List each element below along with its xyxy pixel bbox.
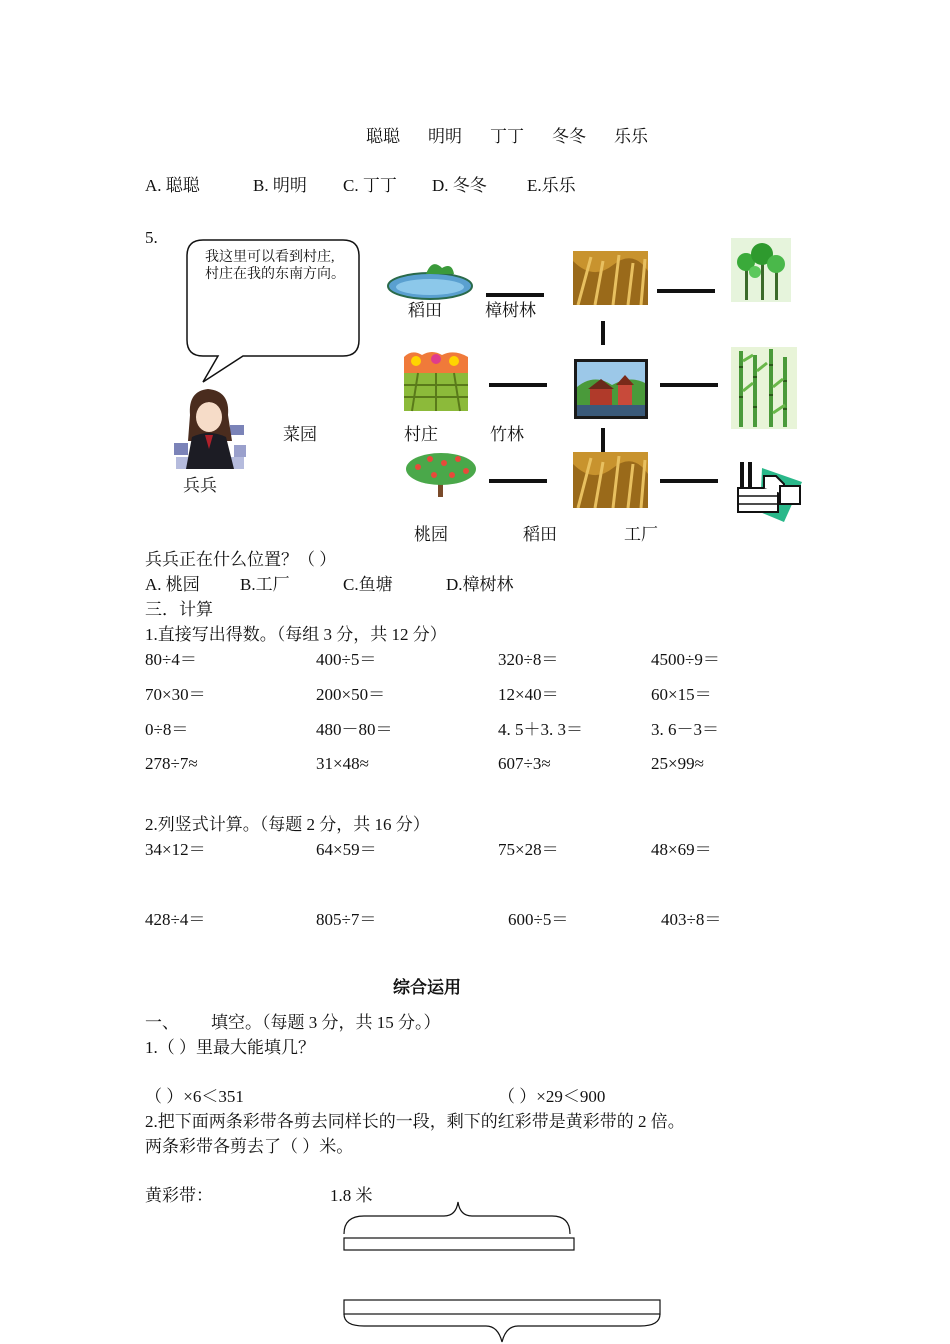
label-camphor: 樟树林 (485, 301, 536, 320)
bamboo-icon (731, 347, 797, 429)
village-icon (574, 359, 648, 419)
q4-option-a: A. 聪聪 (145, 176, 200, 195)
red-ribbon-brace (340, 1296, 665, 1344)
q4-option-b: B. 明明 (253, 176, 307, 195)
yellow-ribbon-brace (340, 1198, 580, 1254)
calc2-item: 403÷8＝ (661, 910, 722, 929)
factory-icon (736, 458, 806, 522)
name-3: 丁丁 (490, 127, 524, 146)
fill-q1-a: （ ）×6＜351 (145, 1087, 244, 1106)
vegetable-garden-icon (402, 349, 470, 413)
calc2-item: 805÷7＝ (316, 910, 377, 929)
yellow-ribbon-label: 黄彩带： (145, 1186, 213, 1205)
q4-option-d: D. 冬冬 (432, 176, 487, 195)
q5-number: 5. (145, 228, 158, 247)
connector-line (486, 293, 544, 297)
calc1-item: 278÷7≈ (145, 754, 198, 773)
camphor-forest-icon (731, 238, 791, 302)
connector-line (489, 479, 547, 483)
calc1-item: 320÷8＝ (498, 650, 559, 669)
q5-option-c: C.鱼塘 (343, 575, 393, 594)
fill-q1: 1.（ ）里最大能填几？ (145, 1038, 315, 1057)
label-paddy-1: 稻田 (408, 301, 442, 320)
paddy-field-icon (573, 251, 648, 305)
calc1-item: 480－80＝ (316, 720, 393, 739)
label-peach: 桃园 (414, 525, 448, 544)
connector-line (660, 479, 718, 483)
calc1-item: 25×99≈ (651, 754, 704, 773)
person-icon (172, 385, 247, 470)
name-2: 明明 (428, 127, 462, 146)
name-5: 乐乐 (614, 127, 648, 146)
q5-question: 兵兵正在什么位置？（ ） (145, 550, 337, 569)
calc1-item: 12×40＝ (498, 685, 559, 704)
calc1-item: 3. 6－3＝ (651, 720, 719, 739)
fill-title-number: 一、 (145, 1013, 179, 1032)
calc2-item: 64×59＝ (316, 840, 377, 859)
calc1-item: 607÷3≈ (498, 754, 551, 773)
label-paddy-2: 稻田 (523, 525, 557, 544)
label-bingbing: 兵兵 (183, 476, 217, 495)
label-bamboo: 竹林 (490, 425, 524, 444)
q4-option-c: C. 丁丁 (343, 176, 397, 195)
calc1-item: 400÷5＝ (316, 650, 377, 669)
label-vegetable-garden: 菜园 (283, 425, 317, 444)
paddy-field-icon-2 (573, 452, 648, 508)
fill-q2-line1: 2.把下面两条彩带各剪去同样长的一段，剩下的红彩带是黄彩带的 2 倍。 (145, 1112, 685, 1131)
connector-line (657, 289, 715, 293)
calc1-item: 80÷4＝ (145, 650, 197, 669)
calc2-item: 34×12＝ (145, 840, 206, 859)
fill-q1-b: （ ）×29＜900 (498, 1087, 606, 1106)
label-village: 村庄 (404, 425, 438, 444)
q5-option-a: A. 桃园 (145, 575, 200, 594)
calc2-item: 600÷5＝ (508, 910, 569, 929)
calc1-item: 4. 5＋3. 3＝ (498, 720, 583, 739)
connector-line (601, 428, 605, 452)
connector-line (489, 383, 547, 387)
q4-option-e: E.乐乐 (527, 176, 576, 195)
label-factory: 工厂 (624, 525, 658, 544)
fill-title: 填空。（每题 3 分，共 15 分。） (211, 1013, 441, 1032)
speech-bubble-text: 我这里可以看到村庄,村庄在我的东南方向。 (205, 250, 345, 282)
calc1-item: 31×48≈ (316, 754, 369, 773)
calc2-item: 48×69＝ (651, 840, 712, 859)
q5-option-b: B.工厂 (240, 575, 290, 594)
q5-option-d: D.樟树林 (446, 575, 514, 594)
peach-orchard-icon (404, 451, 478, 497)
calc1-title: 1.直接写出得数。（每组 3 分，共 12 分） (145, 625, 447, 644)
calc1-item: 60×15＝ (651, 685, 712, 704)
calc1-item: 4500÷9＝ (651, 650, 720, 669)
name-4: 冬冬 (552, 127, 586, 146)
calc1-item: 200×50＝ (316, 685, 386, 704)
yellow-ribbon-length: 1.8 米 (330, 1186, 373, 1205)
pond-icon (386, 256, 474, 300)
calc1-item: 70×30＝ (145, 685, 206, 704)
section3-title: 三．计算 (145, 600, 213, 619)
calc2-item: 428÷4＝ (145, 910, 206, 929)
name-1: 聪聪 (366, 127, 400, 146)
calc2-item: 75×28＝ (498, 840, 559, 859)
synthesis-title: 综合运用 (393, 978, 461, 997)
calc2-title: 2.列竖式计算。（每题 2 分，共 16 分） (145, 815, 430, 834)
fill-q2-line2: 两条彩带各剪去了（ ）米。 (145, 1137, 354, 1156)
connector-line (601, 321, 605, 345)
connector-line (660, 383, 718, 387)
calc1-item: 0÷8＝ (145, 720, 189, 739)
